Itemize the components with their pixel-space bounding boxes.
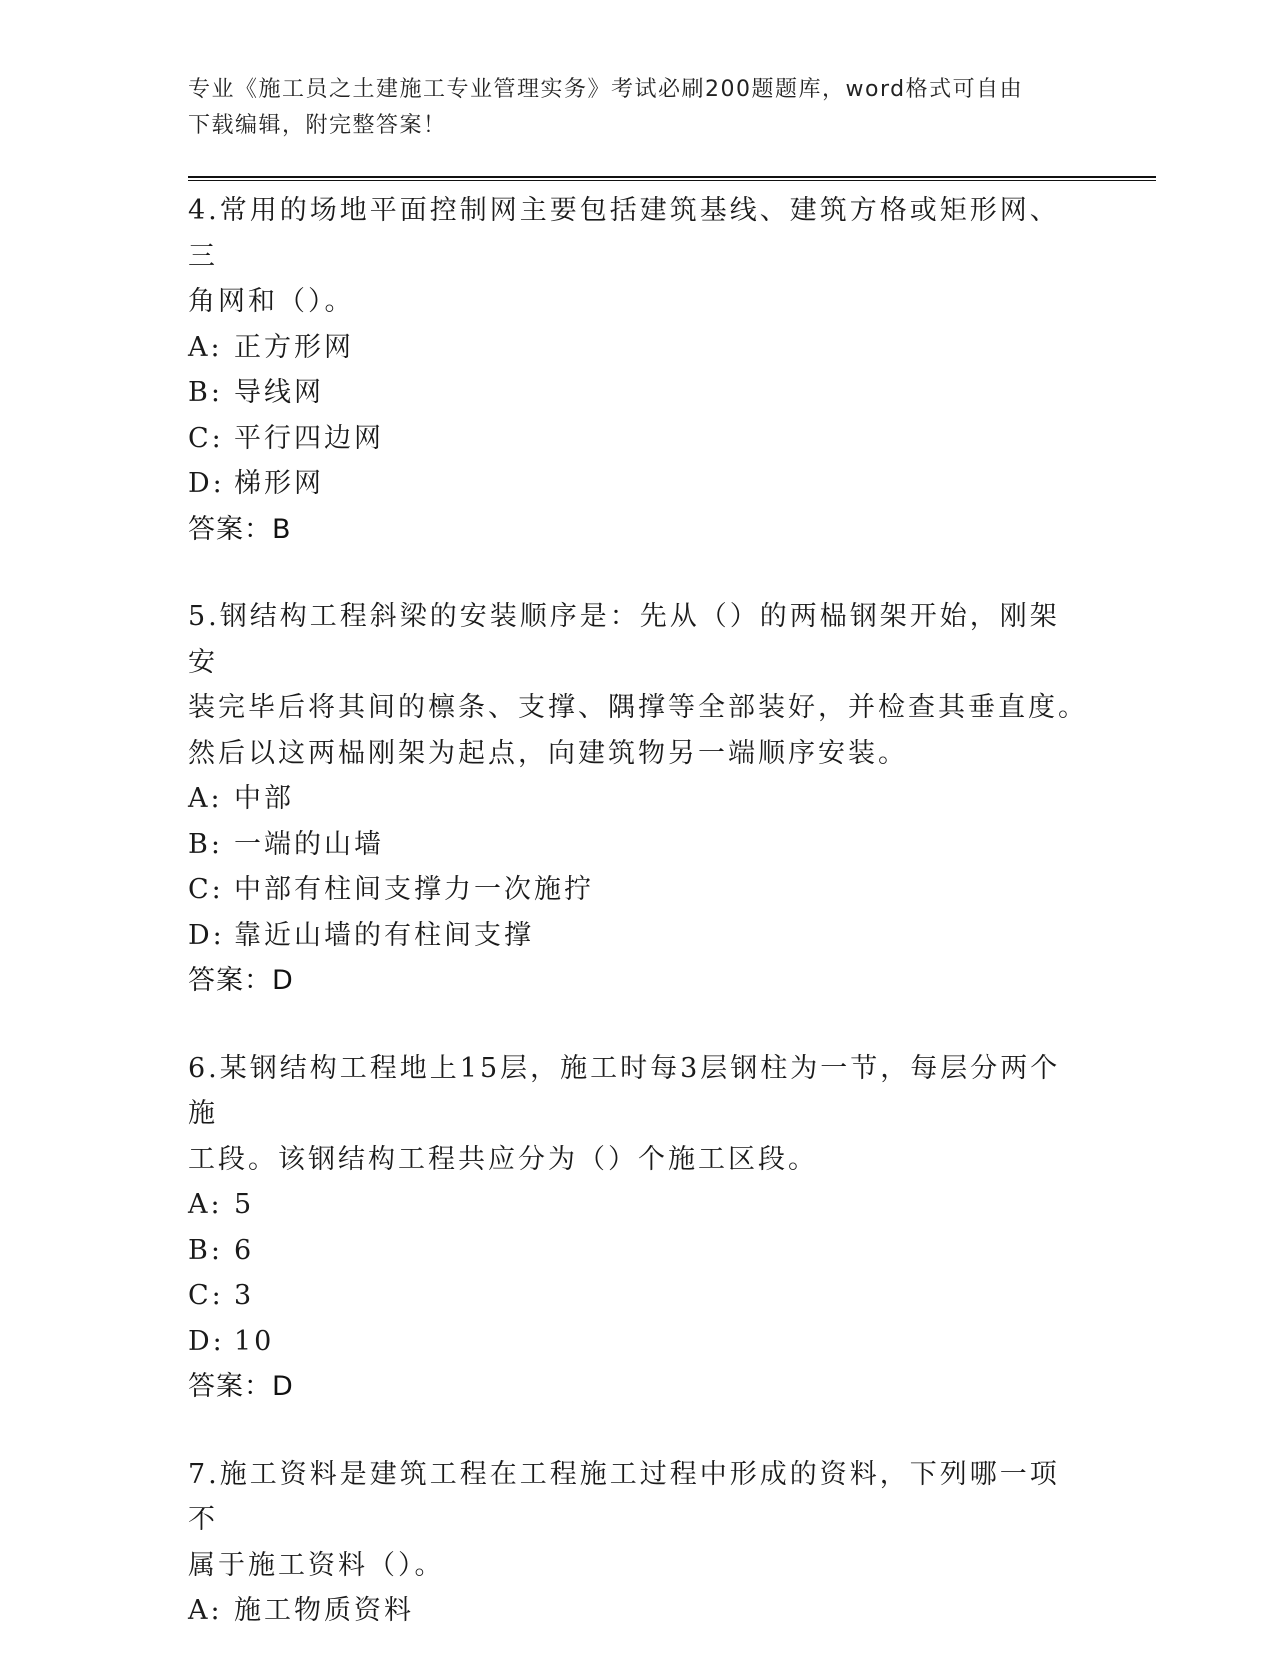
option-text: 平行四边网 [234, 422, 384, 454]
option-letter: B: [188, 1234, 223, 1266]
option-text: 10 [234, 1325, 275, 1357]
header-line-1: 专业《施工员之土建施工专业管理实务》考试必刷200题题库，word格式可自由 [188, 77, 1024, 102]
question-6 [188, 1046, 1088, 1410]
stem-line: 4.常用的场地平面控制网主要包括建筑基线、建筑方格或矩形网、三 [188, 195, 1060, 272]
option-text: 正方形网 [234, 331, 354, 363]
header-divider [188, 176, 1156, 181]
option-a [188, 776, 1088, 822]
option-letter: B: [188, 377, 223, 408]
header-line-2: 下载编辑，附完整答案！ [188, 113, 447, 138]
option-text: 中部 [234, 783, 294, 814]
option-letter: A: [188, 331, 223, 363]
answer-label: 答案：D [188, 1371, 294, 1402]
option-letter: D: [188, 1325, 225, 1357]
question-4 [188, 188, 1088, 552]
option-letter: A: [188, 1189, 223, 1220]
option-letter: C: [188, 422, 224, 454]
stem-line: 6.某钢结构工程地上15层，施工时每3层钢柱为一节，每层分两个施 [188, 1052, 1061, 1129]
option-text: 6 [234, 1234, 255, 1266]
option-text: 靠近山墙的有柱间支撑 [234, 919, 534, 951]
option-letter: A: [188, 1595, 223, 1626]
option-text: 中部有柱间支撑力一次施拧 [234, 874, 594, 905]
stem-line: 属于施工资料（）。 [188, 1549, 445, 1581]
answer-label: 答案：D [188, 965, 294, 996]
option-text: 导线网 [234, 377, 324, 408]
question-stem [188, 1452, 1088, 1589]
option-letter: C: [188, 874, 224, 905]
option-text: 一端的山墙 [234, 828, 384, 860]
option-text: 施工物质资料 [234, 1595, 414, 1626]
option-letter: B: [188, 828, 223, 860]
option-b [188, 1228, 1088, 1274]
option-letter: A: [188, 783, 223, 814]
document-header [188, 72, 1068, 144]
option-letter: D: [188, 468, 225, 499]
option-letter: C: [188, 1280, 224, 1311]
stem-line: 5.钢结构工程斜梁的安装顺序是：先从（）的两榀钢架开始，刚架安 [188, 601, 1060, 678]
question-stem [188, 1046, 1088, 1183]
option-b [188, 370, 1088, 416]
answer-label: 答案：B [188, 513, 292, 545]
stem-line: 工段。该钢结构工程共应分为（）个施工区段。 [188, 1143, 818, 1175]
stem-line: 角网和（）。 [188, 286, 355, 317]
option-b [188, 822, 1088, 868]
stem-line: 然后以这两榀刚架为起点，向建筑物另一端顺序安装。 [188, 737, 908, 769]
question-7 [188, 1452, 1088, 1634]
option-c [188, 1273, 1088, 1319]
option-a [188, 1588, 1088, 1634]
option-c [188, 867, 1088, 913]
option-d [188, 461, 1088, 507]
question-stem [188, 594, 1088, 776]
option-letter: D: [188, 919, 225, 951]
question-5 [188, 594, 1088, 1004]
stem-line: 7.施工资料是建筑工程在工程施工过程中形成的资料，下列哪一项不 [188, 1458, 1060, 1535]
option-d [188, 913, 1088, 959]
option-d [188, 1319, 1088, 1365]
option-a [188, 325, 1088, 371]
option-text: 5 [234, 1189, 255, 1220]
option-a [188, 1182, 1088, 1228]
option-c [188, 416, 1088, 462]
option-text: 3 [234, 1280, 255, 1311]
stem-line: 装完毕后将其间的檩条、支撑、隅撑等全部装好，并检查其垂直度。 [188, 692, 1088, 723]
option-text: 梯形网 [234, 468, 324, 499]
question-list [188, 188, 1088, 1676]
question-stem [188, 188, 1088, 325]
